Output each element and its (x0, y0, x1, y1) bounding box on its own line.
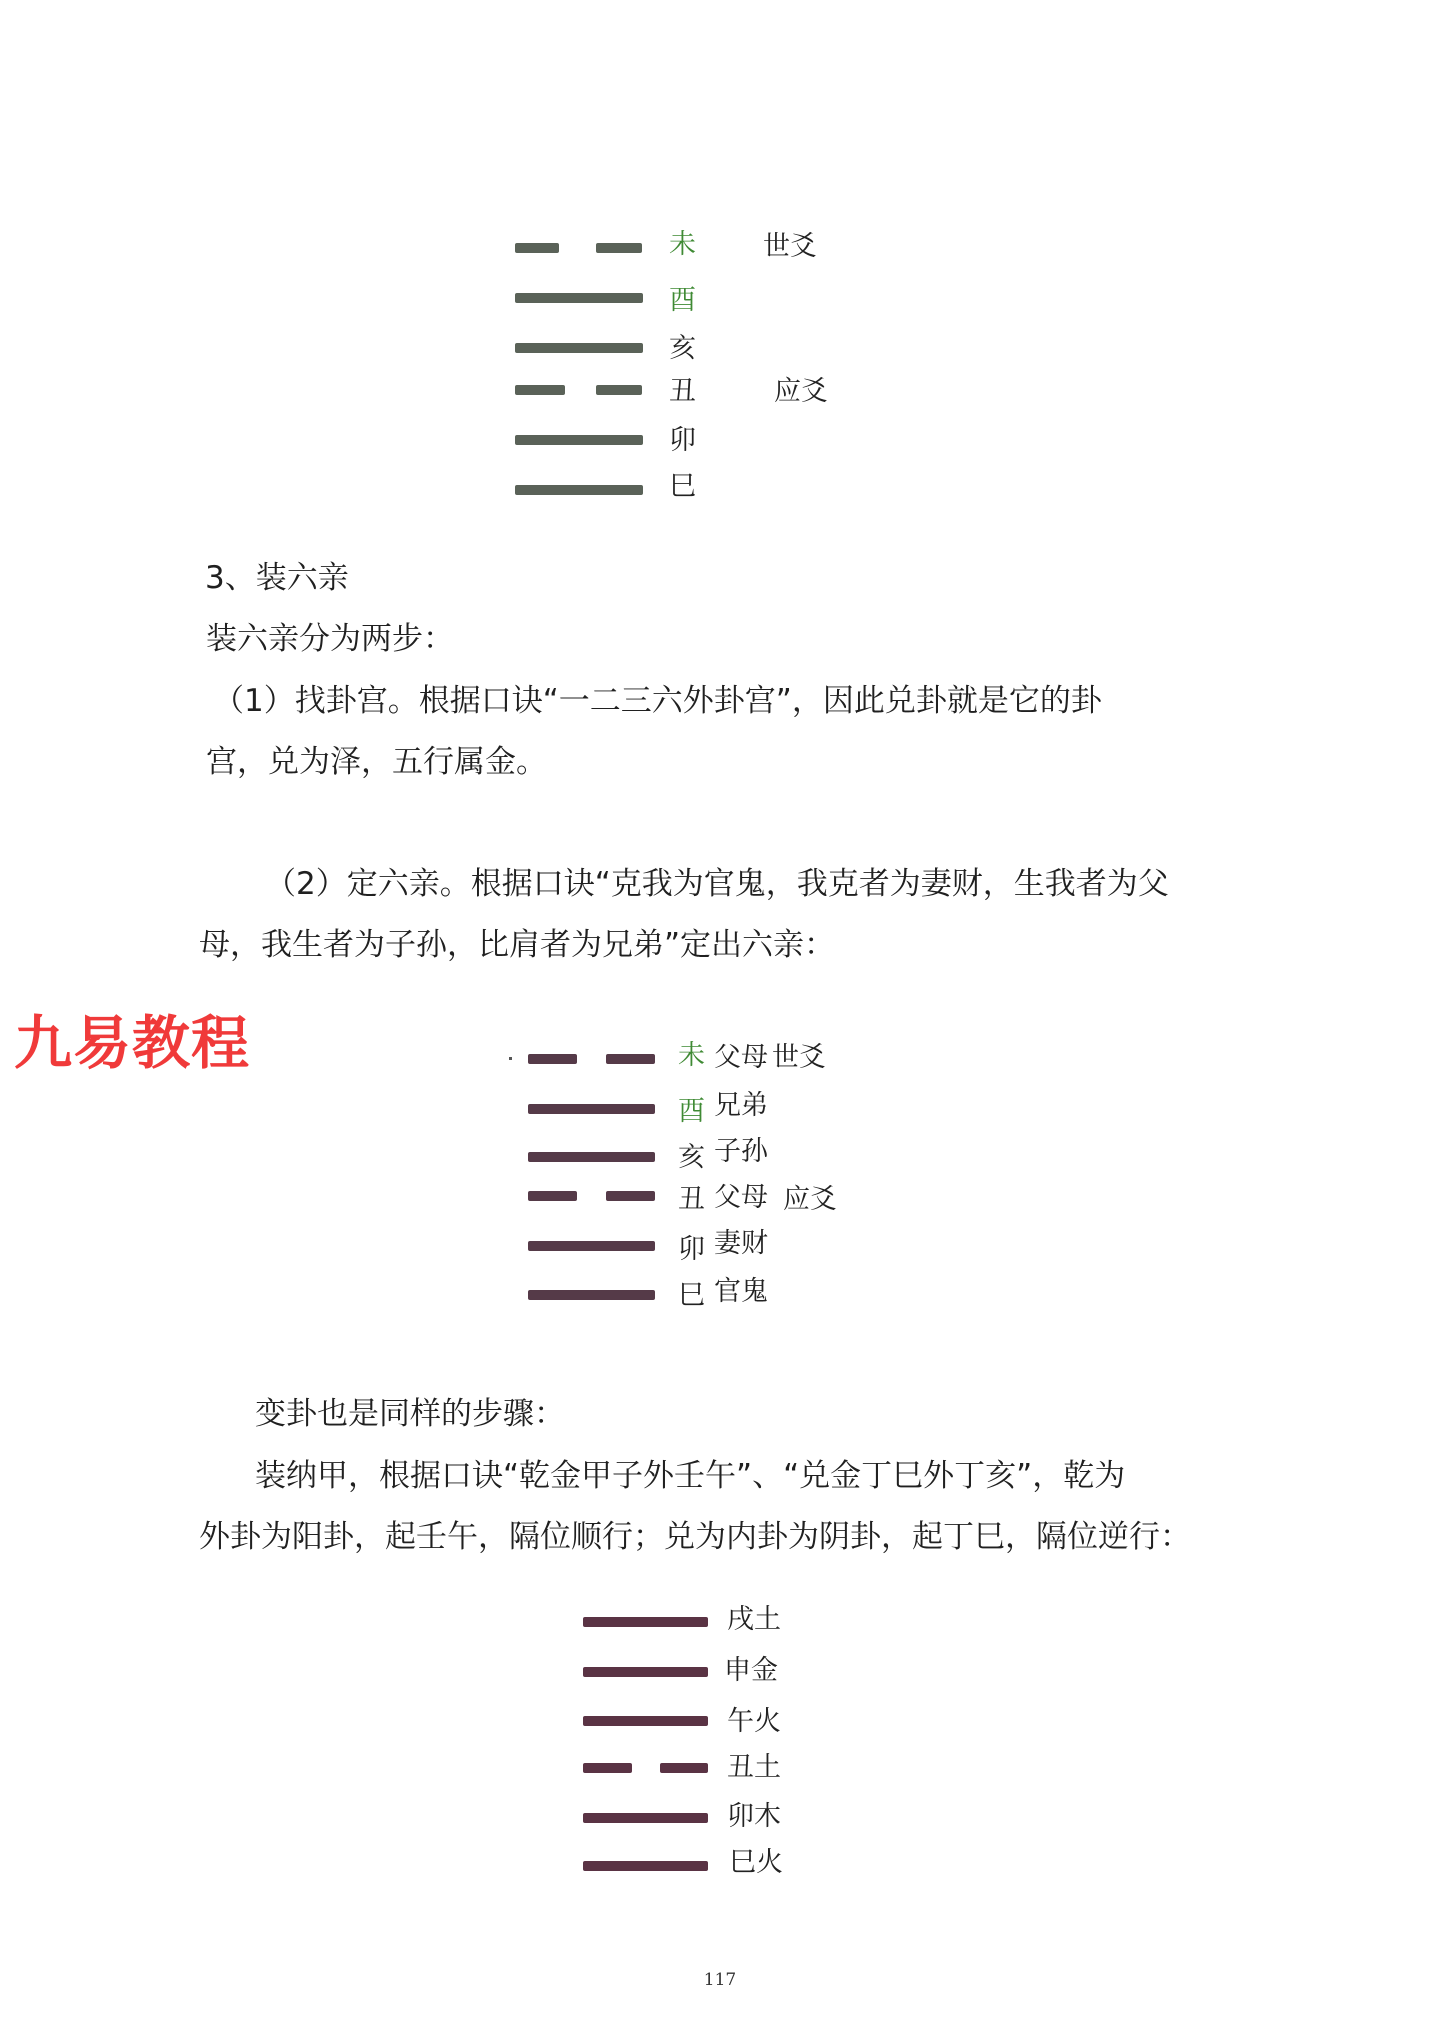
yin-segment-left (515, 385, 565, 395)
yin-segment-right (596, 243, 642, 253)
yang-segment (515, 293, 643, 303)
yang-segment (528, 1290, 655, 1300)
branch-label: 亥 (678, 1142, 705, 1173)
yin-segment-right (596, 385, 642, 395)
branch-label: 卯 (678, 1234, 705, 1265)
yin-segment-left (583, 1763, 632, 1773)
relation-label: 兄弟 (714, 1090, 768, 1121)
branch-label: 巳 (669, 471, 696, 502)
change-intro-paragraph: 变卦也是同样的步骤： (255, 1396, 565, 1432)
ying-yao-note: 应爻 (783, 1184, 837, 1215)
yang-segment (515, 343, 643, 353)
relation-label: 子孙 (714, 1136, 768, 1167)
najia-label: 巳火 (729, 1847, 783, 1878)
branch-label: 酉 (678, 1096, 705, 1127)
yang-segment (515, 435, 643, 445)
relation-label: 父母 (714, 1042, 768, 1073)
watermark-logo: 九易教程 (14, 1009, 251, 1077)
branch-label: 丑 (669, 376, 696, 407)
branch-label: 未 (678, 1040, 705, 1071)
relation-label: 父母 (714, 1182, 768, 1213)
branch-label: 亥 (669, 333, 696, 364)
branch-label: 丑 (678, 1184, 705, 1215)
najia-label: 午火 (727, 1706, 781, 1737)
section-heading: 3、装六亲 (205, 560, 349, 596)
yin-segment-left (515, 243, 559, 253)
shi-yao-note: 世爻 (772, 1042, 826, 1073)
yang-segment (515, 485, 643, 495)
yin-segment-right (606, 1054, 655, 1064)
yang-segment (583, 1813, 708, 1823)
yang-segment (583, 1861, 708, 1871)
branch-label: 酉 (669, 285, 696, 316)
yin-segment-right (660, 1763, 708, 1773)
step2-paragraph-line1: （2）定六亲。根据口诀“克我为官鬼，我克者为妻财，生我者为父 (265, 866, 1169, 902)
branch-label: 未 (669, 229, 696, 260)
relation-label: 官鬼 (714, 1276, 768, 1307)
shi-yao-note: 世爻 (763, 231, 817, 262)
najia-paragraph-line1: 装纳甲，根据口诀“乾金甲子外壬午”、“兑金丁巳外丁亥”，乾为 (255, 1458, 1126, 1494)
najia-paragraph-line2: 外卦为阳卦，起壬午，隔位顺行；兑为内卦为阴卦，起丁巳，隔位逆行： (199, 1519, 1191, 1555)
yang-segment (583, 1716, 708, 1726)
najia-label: 戌土 (727, 1604, 781, 1635)
page-number: 117 (703, 1970, 737, 1990)
yang-segment (528, 1241, 655, 1251)
stray-dot (509, 1057, 512, 1060)
yang-segment (583, 1617, 708, 1627)
yin-segment-right (606, 1191, 655, 1201)
step1-paragraph-line1: （1）找卦宫。根据口诀“一二三六外卦宫”，因此兑卦就是它的卦 (213, 683, 1102, 719)
branch-label: 卯 (669, 425, 696, 456)
yang-segment (528, 1152, 655, 1162)
yin-segment-left (528, 1191, 577, 1201)
relation-label: 妻财 (714, 1228, 768, 1259)
step1-paragraph-line2: 宫，兑为泽，五行属金。 (206, 744, 547, 780)
intro-paragraph: 装六亲分为两步： (206, 621, 454, 657)
najia-label: 丑土 (727, 1752, 781, 1783)
ying-yao-note: 应爻 (774, 376, 828, 407)
yin-segment-left (528, 1054, 577, 1064)
yang-segment (528, 1104, 655, 1114)
najia-label: 申金 (724, 1655, 778, 1686)
branch-label: 巳 (678, 1280, 705, 1311)
yang-segment (583, 1667, 708, 1677)
najia-label: 卯木 (727, 1801, 781, 1832)
step2-paragraph-line2: 母，我生者为子孙，比肩者为兄弟”定出六亲： (199, 927, 836, 963)
